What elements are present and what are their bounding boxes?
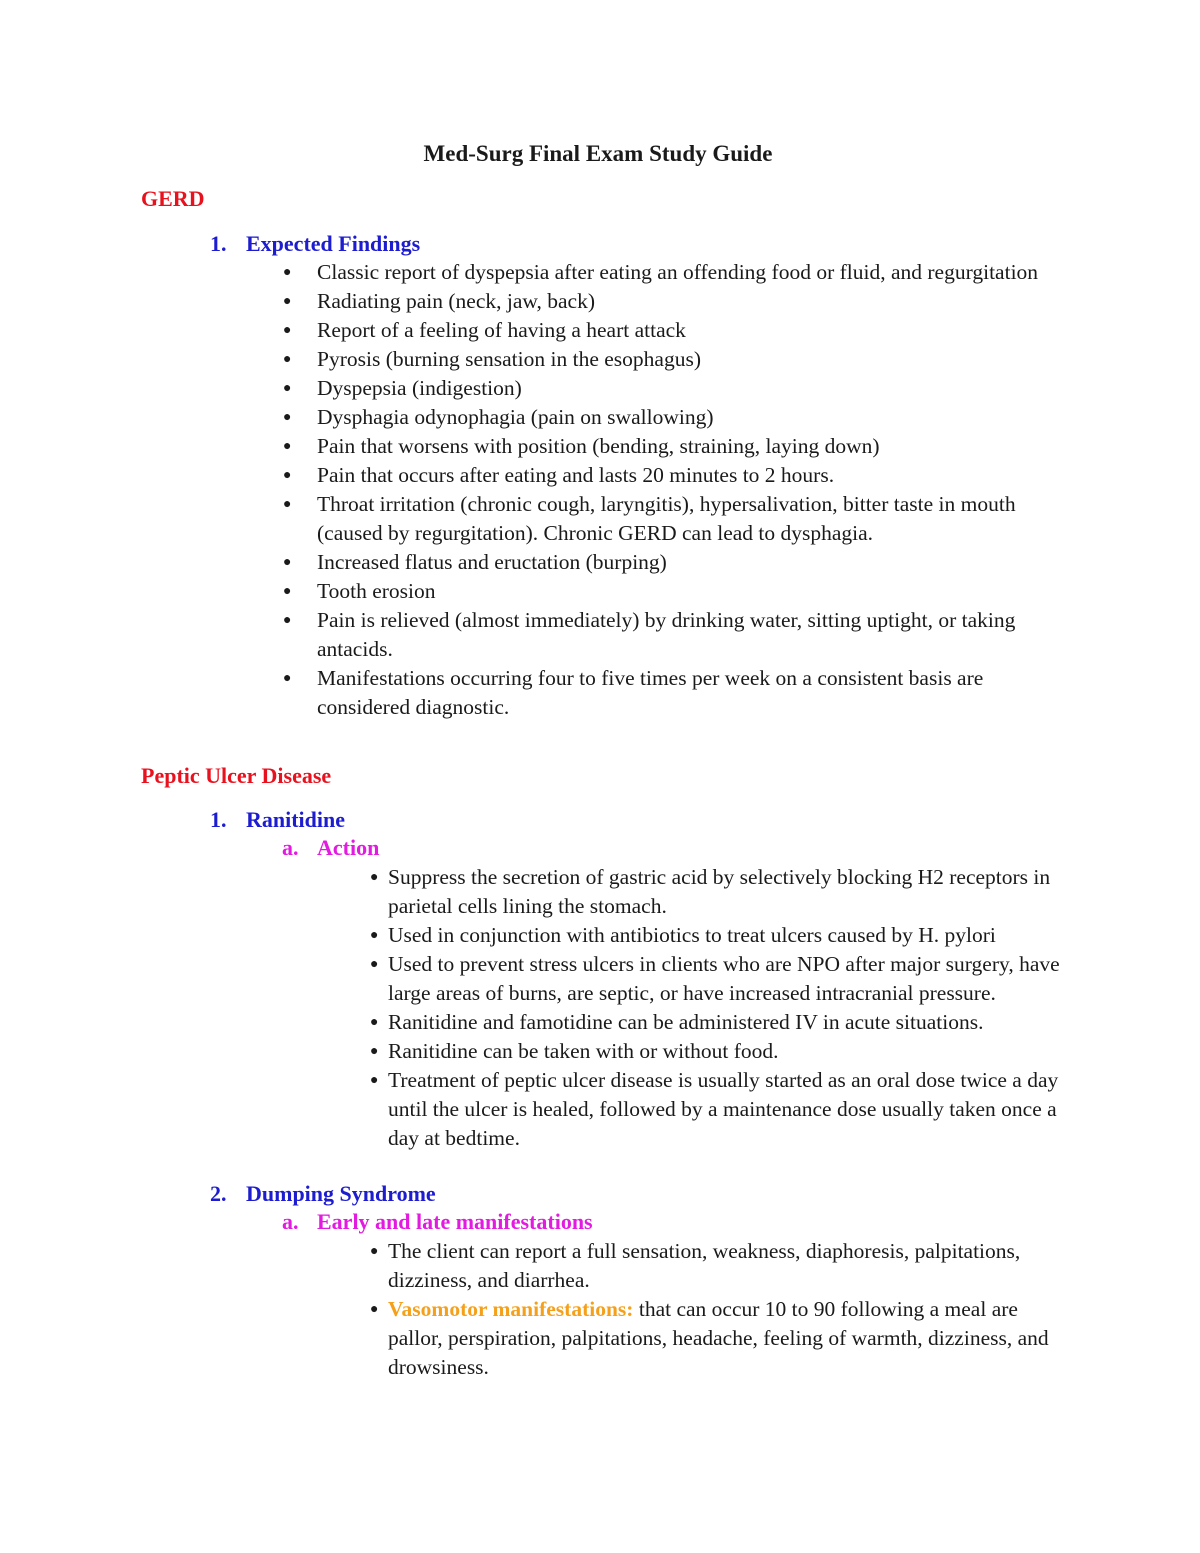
dumping-manifestations-list xyxy=(370,1237,1068,1382)
heading-number: 1. xyxy=(210,807,227,832)
heading-dumping-syndrome xyxy=(210,1179,436,1209)
list-item xyxy=(283,287,1077,316)
expected-findings-list xyxy=(283,258,1077,722)
heading-label: Ranitidine xyxy=(246,807,346,832)
list-item xyxy=(370,1008,1068,1037)
list-item-text: Used to prevent stress ulcers in clients who are NPO after major surgery, have large areas of burns, are septic, or have increased intracranial pressure. xyxy=(388,952,1060,1005)
section-heading-gerd: GERD xyxy=(141,186,205,211)
list-item xyxy=(283,548,1077,577)
heading-expected-findings xyxy=(210,229,420,259)
bullet-icon: ● xyxy=(283,671,292,686)
list-item-text: that can occur 10 to 90 following a meal are pallor, perspiration, palpitations, headache, feeling of warmth, dizziness, and drowsiness. xyxy=(388,1297,1049,1379)
list-item-text: Classic report of dyspepsia after eating an offending food or fluid, and regurgitation xyxy=(317,260,1039,284)
bullet-icon: ● xyxy=(283,497,292,512)
list-item xyxy=(370,1295,1068,1382)
list-item xyxy=(283,345,1077,374)
bullet-icon: ● xyxy=(283,410,292,425)
list-item-text: Pain that occurs after eating and lasts 20 minutes to 2 hours. xyxy=(317,463,835,487)
section-heading-peptic-ulcer-disease: Peptic Ulcer Disease xyxy=(141,763,332,788)
list-item-text: Pyrosis (burning sensation in the esophagus) xyxy=(317,347,701,371)
bullet-icon: ● xyxy=(283,294,292,309)
page-title: Med-Surg Final Exam Study Guide xyxy=(423,141,773,166)
list-item-text: Report of a feeling of having a heart attack xyxy=(317,318,686,342)
list-item xyxy=(370,921,1068,950)
list-item xyxy=(283,403,1077,432)
bullet-icon: ● xyxy=(283,613,292,628)
bullet-icon: ● xyxy=(370,928,379,943)
list-item xyxy=(370,1237,1068,1295)
subheading-action xyxy=(282,833,379,863)
heading-label: Dumping Syndrome xyxy=(246,1181,436,1206)
list-item xyxy=(283,374,1077,403)
bullet-icon: ● xyxy=(370,1302,379,1317)
list-item-text: The client can report a full sensation, weakness, diaphoresis, palpitations, dizziness, and diarrhea. xyxy=(388,1239,1021,1292)
list-item xyxy=(370,1066,1068,1153)
heading-number: 1. xyxy=(210,231,227,256)
bullet-icon: ● xyxy=(283,381,292,396)
list-item-text: Ranitidine and famotidine can be administered IV in acute situations. xyxy=(388,1010,984,1034)
list-item-text: Pain is relieved (almost immediately) by drinking water, sitting uptight, or taking antacids. xyxy=(317,608,1016,661)
subheading-letter: a. xyxy=(282,835,299,860)
list-item-text: Increased flatus and eructation (burping) xyxy=(317,550,667,574)
bullet-icon: ● xyxy=(283,555,292,570)
list-item xyxy=(283,577,1077,606)
ranitidine-action-list xyxy=(370,863,1068,1153)
bullet-icon: ● xyxy=(370,1015,379,1030)
list-item-text: Dysphagia odynophagia (pain on swallowing) xyxy=(317,405,714,429)
list-item-text: Suppress the secretion of gastric acid by selectively blocking H2 receptors in parietal cells lining the stomach. xyxy=(388,865,1051,918)
bullet-icon: ● xyxy=(370,957,379,972)
heading-label: Expected Findings xyxy=(246,231,421,256)
bullet-icon: ● xyxy=(370,1244,379,1259)
vasomotor-label: Vasomotor manifestations: xyxy=(388,1297,634,1321)
heading-number: 2. xyxy=(210,1181,227,1206)
list-item-text: Pain that worsens with position (bending, straining, laying down) xyxy=(317,434,880,458)
list-item xyxy=(370,863,1068,921)
bullet-icon: ● xyxy=(283,439,292,454)
list-item-text: Manifestations occurring four to five times per week on a consistent basis are considered diagnostic. xyxy=(317,666,984,719)
subheading-early-late-manifestations xyxy=(282,1207,593,1237)
bullet-icon: ● xyxy=(283,584,292,599)
list-item xyxy=(370,950,1068,1008)
list-item-text: Tooth erosion xyxy=(317,579,436,603)
bullet-icon: ● xyxy=(283,323,292,338)
list-item-text: Used in conjunction with antibiotics to treat ulcers caused by H. pylori xyxy=(388,923,996,947)
list-item-text: Throat irritation (chronic cough, laryngitis), hypersalivation, bitter taste in mouth (caused by regurgitation). Chronic GERD can lead to dysphagia. xyxy=(317,492,1016,545)
list-item-text: Dyspepsia (indigestion) xyxy=(317,376,522,400)
list-item xyxy=(283,461,1077,490)
subheading-letter: a. xyxy=(282,1209,299,1234)
list-item xyxy=(283,490,1077,548)
bullet-icon: ● xyxy=(370,870,379,885)
bullet-icon: ● xyxy=(370,1044,379,1059)
list-item-text: Radiating pain (neck, jaw, back) xyxy=(317,289,595,313)
bullet-icon: ● xyxy=(370,1073,379,1088)
list-item xyxy=(283,606,1077,664)
list-item-text: Ranitidine can be taken with or without food. xyxy=(388,1039,779,1063)
subheading-label: Early and late manifestations xyxy=(317,1209,593,1234)
list-item xyxy=(283,258,1077,287)
heading-ranitidine xyxy=(210,805,345,835)
bullet-icon: ● xyxy=(283,468,292,483)
list-item xyxy=(283,316,1077,345)
bullet-icon: ● xyxy=(283,265,292,280)
list-item xyxy=(283,664,1077,722)
subheading-label: Action xyxy=(317,835,380,860)
list-item xyxy=(370,1037,1068,1066)
list-item xyxy=(283,432,1077,461)
list-item-text: Treatment of peptic ulcer disease is usually started as an oral dose twice a day until the ulcer is healed, followed by a maintenance dose usually taken once a day at bedtime. xyxy=(388,1068,1059,1150)
bullet-icon: ● xyxy=(283,352,292,367)
